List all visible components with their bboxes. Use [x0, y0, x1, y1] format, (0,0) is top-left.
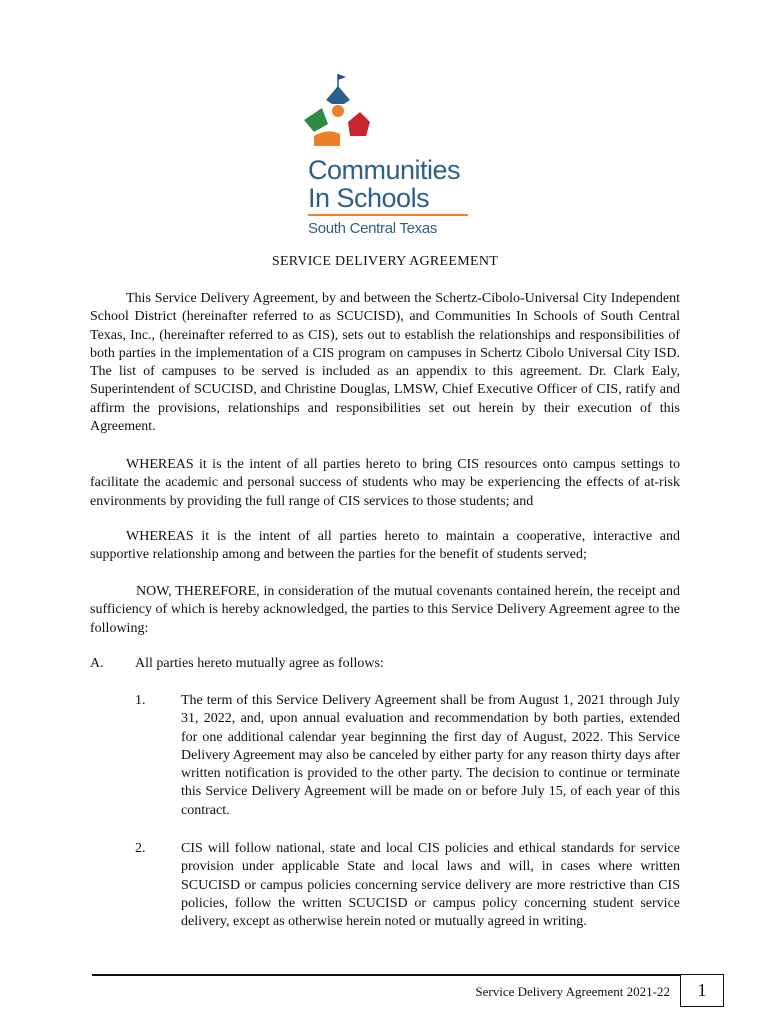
whereas-paragraph-1: WHEREAS it is the intent of all parties hereto to bring CIS resources onto campus settings to facilitate the academic and personal success of students who may be experiencing the effects of at-risk environments by providing the full range of CIS services to those students; and — [90, 457, 680, 509]
list-item-text: CIS will follow national, state and local CIS policies and ethical standards for service provision under applicable State and local laws and will, in cases where written SCUCISD or campus policies concerning service delivery are more restrictive than CIS policies, follow the written SCUCISD or campus policy concerning student service delivery, except as otherwise herein noted or mutually agreed in writing. — [181, 841, 680, 930]
logo-subtitle: South Central Texas — [308, 220, 438, 237]
logo-text-communities: Communities — [308, 155, 461, 185]
section-a-label: A. — [90, 656, 104, 671]
page-number: 1 — [680, 974, 724, 1007]
logo-text-in-schools: In Schools — [308, 183, 430, 213]
list-item-number: 2. — [135, 841, 146, 856]
intro-paragraph: This Service Delivery Agreement, by and between the Schertz-Cibolo-Universal City Independent School District (hereinafter referred to as SCUCISD), and Communities In Schools of South Central Texas, Inc., (hereinafter referred to as CIS), sets out to establish the relationships and responsibilities of both parties in the implementation of a CIS program on campuses in Schertz Cibolo Universal City ISD. The list of campuses to be served is included as an appendix to this agreement. Dr. Clark Ealy, Superintendent of SCUCISD, and Christine Douglas, LMSW, Chief Executive Officer of CIS, ratify and affirm the provisions, relationships and responsibilities set out herein by their execution of this Agreement. — [90, 291, 680, 435]
logo-flag — [338, 74, 346, 80]
logo-shape-red — [348, 112, 370, 136]
logo-divider — [308, 214, 468, 216]
logo-base-orange — [314, 131, 340, 146]
footer-divider — [92, 974, 680, 976]
list-item-text: The term of this Service Delivery Agreement shall be from August 1, 2021 through July 31, 2022, and, upon annual evaluation and recommendation by both parties, extended for one additional calendar year beginning the first day of August, 2022. This Service Delivery Agreement may also be canceled by either party for any reason thirty days after written notification is provided to the other party. The decision to continue or terminate this Service Delivery Agreement will be made on or before July 15, of each year of this contract. — [181, 693, 680, 818]
cis-logo — [300, 74, 480, 242]
logo-head-orange — [332, 105, 344, 117]
logo-shape-green — [304, 108, 328, 132]
list-item-number: 1. — [135, 693, 146, 708]
logo-roof-blue — [326, 86, 350, 104]
whereas-paragraph-2: WHEREAS it is the intent of all parties hereto to maintain a cooperative, interactive and supportive relationship among and between the parties for the benefit of students served; — [90, 529, 680, 563]
therefore-paragraph: NOW, THEREFORE, in consideration of the mutual covenants contained herein, the receipt and sufficiency of which is hereby acknowledged, the parties to this Service Delivery Agreement agree to the following: — [90, 584, 680, 636]
footer-title: Service Delivery Agreement 2021-22 — [475, 984, 670, 999]
section-a-text: All parties hereto mutually agree as follows: — [135, 656, 384, 671]
document-title: SERVICE DELIVERY AGREEMENT — [271, 254, 499, 269]
schoolhouse-logo-icon — [300, 74, 480, 154]
